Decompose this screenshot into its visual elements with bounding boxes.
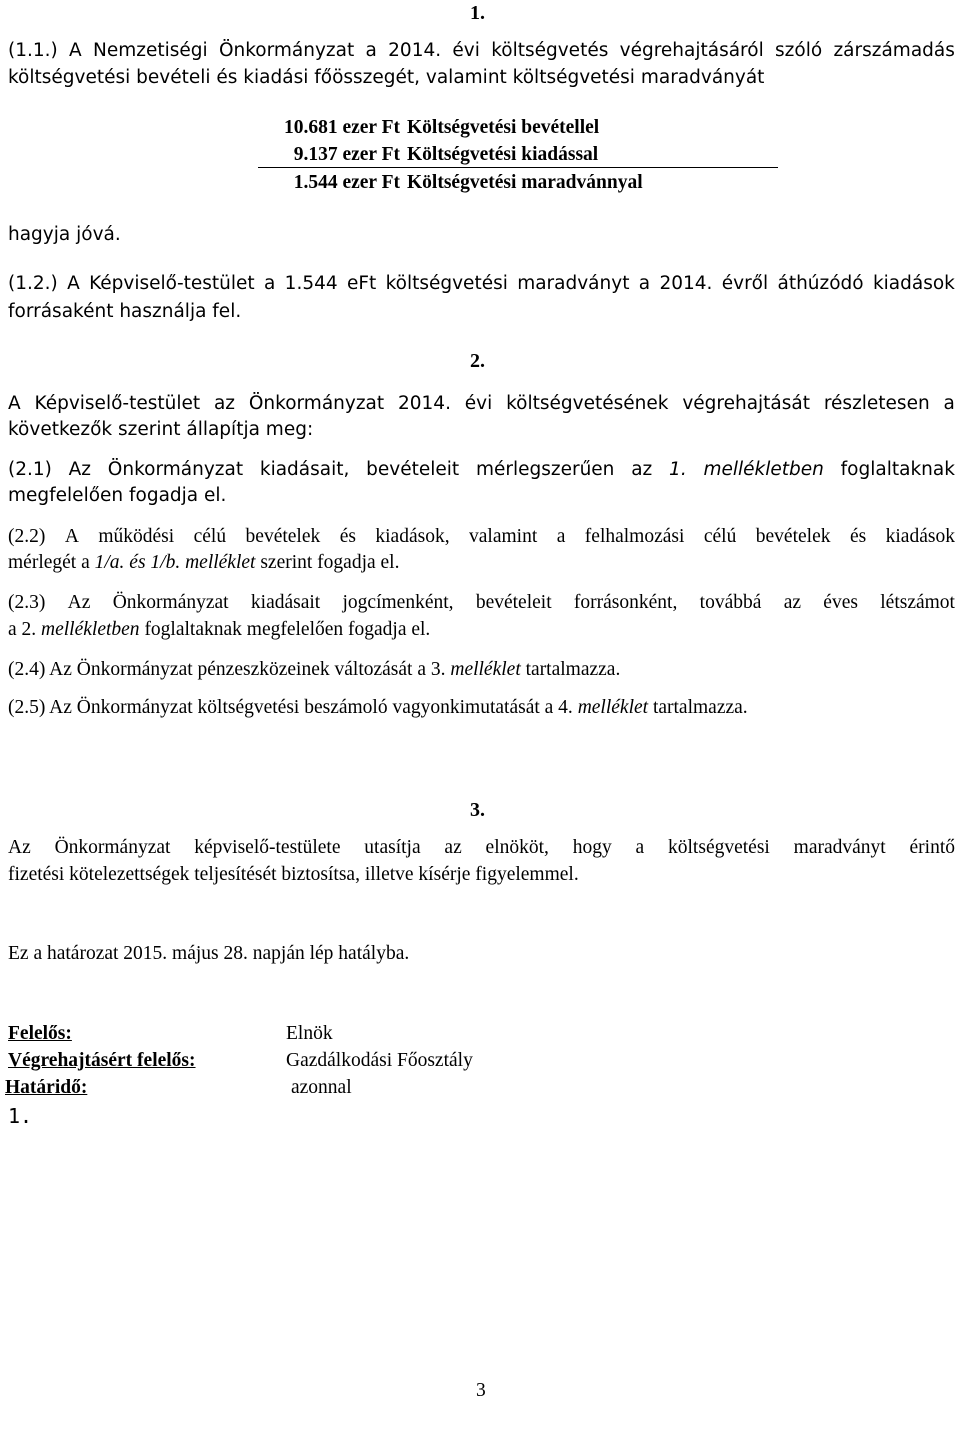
word: utasítja: [364, 837, 421, 858]
word: az: [783, 592, 801, 613]
effective-date: Ez a határozat 2015. május 28. napján lép hatályba.: [8, 943, 410, 964]
word: az: [213, 393, 236, 414]
p12-line2: forrásaként használja fel.: [8, 301, 242, 322]
hatarido-label: Határidő:: [5, 1077, 88, 1098]
hatarido-value: azonnal: [291, 1077, 352, 1098]
word: részletesen: [823, 393, 930, 414]
label-expense: Költségvetési kiadással: [407, 144, 599, 165]
word: kiadások: [872, 273, 955, 294]
word: az: [444, 837, 462, 858]
word: az: [631, 459, 653, 480]
word: felhalmozási: [584, 526, 685, 547]
word: foglaltaknak: [840, 459, 955, 480]
word: évről: [721, 273, 769, 294]
word: létszámot: [880, 592, 955, 613]
word: célú: [193, 526, 227, 547]
word: a: [365, 40, 377, 61]
word: mérlegszerűen: [475, 459, 615, 480]
word: (1.2.): [8, 273, 58, 294]
word: kiadásait,: [259, 459, 350, 480]
p22-line2: mérlegét a 1/a. és 1/b. melléklet szerint fogadja el.: [8, 552, 400, 573]
word: Önkormányzat: [112, 592, 229, 613]
word: továbbá: [699, 592, 762, 613]
word: Az: [68, 459, 92, 480]
word: kiadásait: [250, 592, 321, 613]
word: a: [635, 837, 645, 858]
p25: (2.5) Az Önkormányzat költségvetési beszámoló vagyonkimutatását a 4. melléklet tartalmazza.: [8, 697, 748, 718]
amount-revenue: 10.681 ezer Ft: [283, 117, 400, 138]
word: 1.544: [284, 273, 338, 294]
p21-line1: [8, 459, 955, 480]
annex-ref: melléklet: [450, 659, 521, 680]
word: éves: [823, 592, 858, 613]
label-remainder: Költségvetési maradvánnyal: [407, 172, 643, 193]
s3-line2: fizetési kötelezettségek teljesítését biztosítsa, illetve kísérje figyelemmel.: [8, 864, 579, 885]
word: zárszámadás: [833, 40, 955, 61]
word: Az: [8, 837, 31, 858]
word: eFt: [346, 273, 377, 294]
felelos-value: Elnök: [286, 1023, 333, 1044]
word: bevételek: [755, 526, 831, 547]
p22-line1: [8, 526, 955, 548]
item-number: 1.: [8, 1104, 33, 1128]
felelos-label: Felelős:: [8, 1023, 72, 1044]
word: 2014.: [659, 273, 713, 294]
word: bevételeit: [475, 592, 552, 613]
word: A: [64, 526, 79, 547]
word: Önkormányzat: [218, 40, 355, 61]
amount-expense: 9.137 ezer Ft: [293, 144, 400, 165]
word: elnököt,: [485, 837, 549, 858]
annex-ref: mellékletben: [41, 619, 140, 640]
word: és: [339, 526, 356, 547]
s1-intro-line2: költségvetési bevételi és kiadási főösszegét, valamint költségvetési maradványát: [8, 67, 765, 88]
s2-intro-line1: [8, 393, 955, 414]
word: működési: [98, 526, 175, 547]
section-3-heading: 3.: [470, 799, 485, 821]
sum-line: [258, 167, 778, 168]
p23-line1: [8, 592, 955, 614]
annex-ref: 1/a. és 1/b. melléklet: [94, 552, 256, 573]
word: Önkormányzat: [107, 459, 244, 480]
word: évi: [452, 40, 480, 61]
word: évi: [464, 393, 493, 414]
word: hogy: [572, 837, 612, 858]
word: a: [556, 526, 566, 547]
section-2-heading: 2.: [470, 350, 485, 372]
word: bevételeit: [366, 459, 460, 480]
word: valamint: [469, 526, 538, 547]
word: a: [943, 393, 955, 414]
word: maradványt: [793, 837, 886, 858]
annex-ref: melléklet: [577, 697, 649, 718]
word: (2.3): [8, 592, 46, 613]
word: a: [264, 273, 276, 294]
word: 1.: [669, 459, 687, 480]
label-revenue: Költségvetési bevétellel: [407, 117, 600, 138]
word: mellékletben: [703, 459, 824, 480]
word: jogcímenként,: [342, 592, 454, 613]
word: érintő: [909, 837, 955, 858]
word: Képviselő-testület: [34, 393, 201, 414]
word: végrehajtásáról: [619, 40, 764, 61]
word: célú: [703, 526, 737, 547]
word: Képviselő-testület: [89, 273, 255, 294]
p21-line2: megfelelően fogadja el.: [8, 485, 227, 506]
word: maradványt: [517, 273, 630, 294]
word: Önkormányzat: [248, 393, 385, 414]
p12-line1: [8, 273, 955, 294]
word: (2.1): [8, 459, 52, 480]
word: Nemzetiségi: [93, 40, 208, 61]
p24: (2.4) Az Önkormányzat pénzeszközeinek változását a 3. melléklet tartalmazza.: [8, 659, 621, 680]
word: végrehajtását: [682, 393, 810, 414]
word: (2.2): [8, 526, 46, 547]
section-1-heading: 1.: [470, 2, 485, 24]
word: A: [8, 393, 21, 414]
word: a: [638, 273, 651, 294]
word: költségvetési: [385, 273, 508, 294]
word: bevételek: [245, 526, 321, 547]
word: költségvetésének: [506, 393, 669, 414]
approve-text: hagyja jóvá.: [8, 224, 121, 245]
amount-remainder: 1.544 ezer Ft: [293, 172, 400, 193]
word: áthúzódó: [777, 273, 864, 294]
word: forrásonként,: [573, 592, 678, 613]
word: szóló: [775, 40, 823, 61]
s2-intro-line2: következők szerint állapítja meg:: [8, 419, 314, 440]
vegrehajtas-label: Végrehajtásért felelős:: [8, 1050, 196, 1071]
word: Önkormányzat: [54, 837, 171, 858]
p23-line2: a 2. mellékletben foglaltaknak megfelelően fogadja el.: [8, 619, 431, 640]
page-number: 3: [476, 1380, 486, 1401]
word: 2014.: [397, 393, 451, 414]
word: Az: [67, 592, 91, 613]
word: költségvetés: [491, 40, 609, 61]
s1-intro-line1: [8, 40, 955, 61]
word: A: [69, 40, 82, 61]
word: képviselő-testülete: [194, 837, 341, 858]
s3-line1: [8, 837, 955, 859]
word: költségvetési: [668, 837, 770, 858]
word: A: [67, 273, 80, 294]
word: (1.1.): [8, 40, 58, 61]
word: kiadások: [885, 526, 955, 547]
word: és: [849, 526, 867, 547]
vegrehajtas-value: Gazdálkodási Főosztály: [286, 1050, 473, 1071]
word: kiadások,: [375, 526, 450, 547]
word: 2014.: [388, 40, 442, 61]
